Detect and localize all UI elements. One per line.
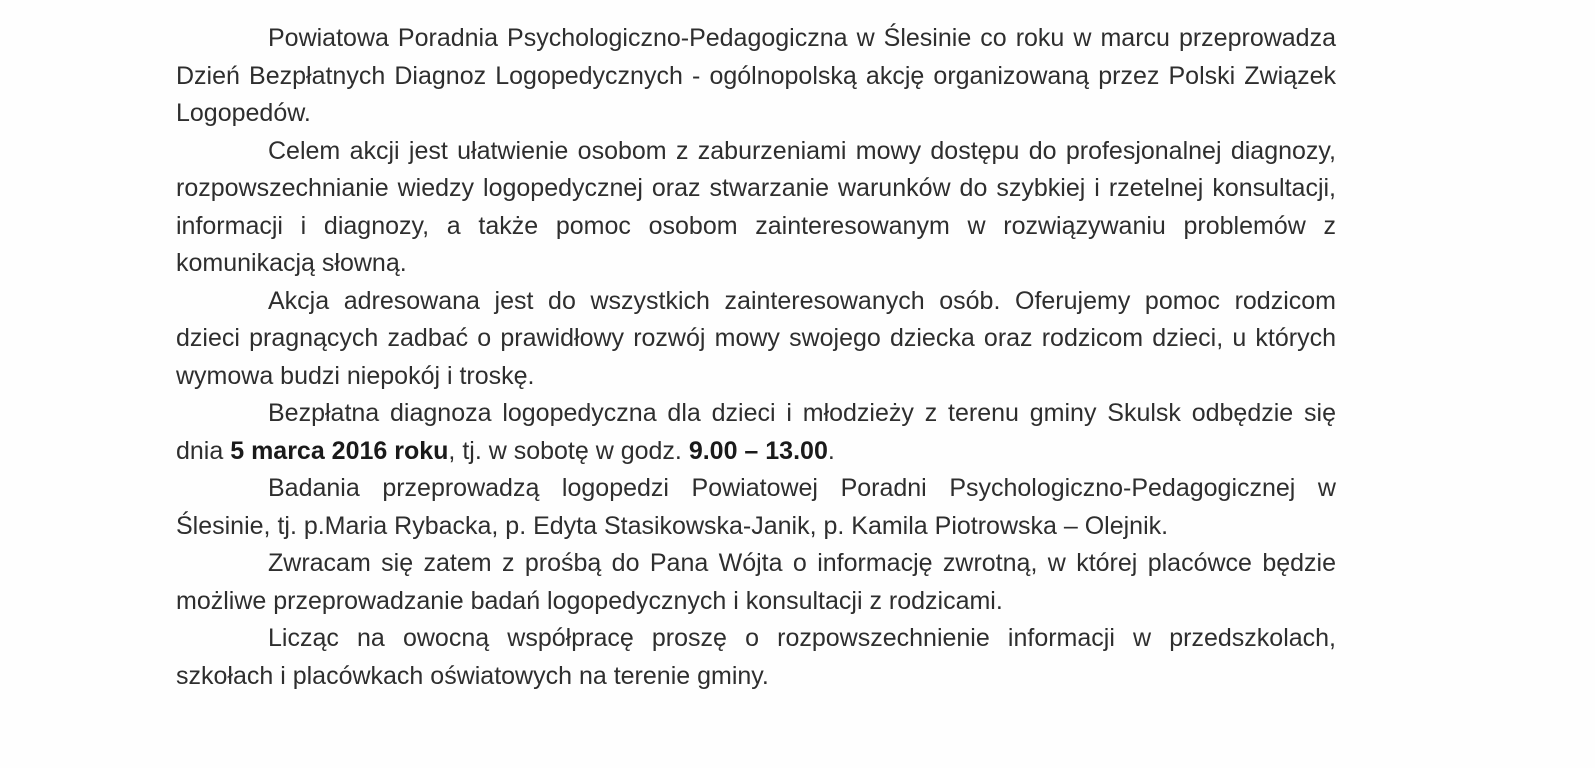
schedule-date: 5 marca 2016 roku: [230, 436, 449, 465]
paragraph-request: Zwracam się zatem z prośbą do Pana Wójta o informację zwrotną, w której placówce będzie możliwe przeprowadzanie badań logopedycznych i konsultacji z rodzicami.: [176, 549, 1336, 615]
letter-body: [176, 20, 1336, 695]
schedule-text-middle: , tj. w sobotę w godz.: [448, 436, 689, 465]
paragraph-intro: Powiatowa Poradnia Psychologiczno-Pedagogiczna w Ślesinie co roku w marcu przeprowadza Dzień Bezpłatnych Diagnoz Logopedycznych - ogólnopolską akcję organizowaną przez Polski Związek Logopedów.: [176, 24, 1336, 127]
schedule-text-end: .: [827, 436, 835, 465]
paragraph-closing: Licząc na owocną współpracę proszę o rozpowszechnienie informacji w przedszkolach, szkołach i placówkach oświatowych na terenie gminy.: [176, 624, 1336, 690]
schedule-text-start: Bezpłatna diagnoza logopedyczna dla dzieci i młodzieży z terenu gminy Skulsk odbędzie się dnia: [176, 399, 1336, 465]
schedule-hours: 9.00 – 13.00: [688, 436, 828, 465]
paragraph-goal: Celem akcji jest ułatwienie osobom z zaburzeniami mowy dostępu do profesjonalnej diagnozy, rozpowszechnianie wiedzy logopedycznej oraz stwarzanie warunków do szybkiej i rzetelnej konsultacji, informacji i diagnozy, a także pomoc osobom zainteresowanym w rozwiązywaniu problemów z komunikacją słowną.: [176, 136, 1336, 277]
paragraph-audience: Akcja adresowana jest do wszystkich zainteresowanych osób. Oferujemy pomoc rodzicom dzieci pragnących zadbać o prawidłowy rozwój mowy swojego dziecka oraz rodzicom dzieci, u których wymowa budzi niepokój i troskę.: [176, 286, 1336, 390]
paragraph-schedule: [176, 395, 1336, 470]
paragraph-examiners: Badania przeprowadzą logopedzi Powiatowej Poradni Psychologiczno-Pedagogicznej w Ślesinie, tj. p.Maria Rybacka, p. Edyta Stasikowska-Janik, p. Kamila Piotrowska – Olejnik.: [176, 474, 1336, 540]
